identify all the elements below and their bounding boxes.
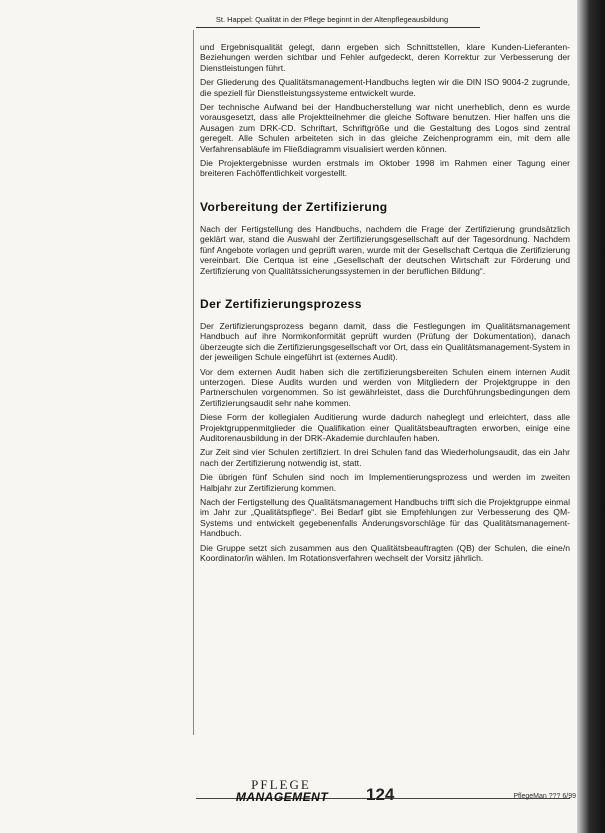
paragraph: Die Projektergebnisse wurden erstmals im Oktober 1998 im Rahmen einer Tagung einer breiteren Fachöffentlichkeit vorgestellt. <box>200 158 570 179</box>
paragraph: Zur Zeit sind vier Schulen zertifiziert. In drei Schulen fand das Wiederholungsaudit, das ein Jahr nach der Zertifizierung notwendig ist, statt. <box>200 447 570 468</box>
paragraph: Der Gliederung des Qualitätsmanagement-Handbuchs legten wir die DIN ISO 9004-2 zugrunde, die speziell für Dienstleistungssysteme entwickelt wurde. <box>200 77 570 98</box>
issue-label: PflegeMan ??? 6/99 <box>513 793 576 800</box>
section-heading: Der Zertifizierungsprozess <box>200 296 362 311</box>
page-footer <box>0 772 605 812</box>
paragraph: Die Gruppe setzt sich zusammen aus den Qualitätsbeauftragten (QB) der Schulen, die eine/n Koordinator/in wählen. Im Rotationsverfahren wechselt der Vorsitz jährlich. <box>200 542 570 564</box>
paragraph: Der technische Aufwand bei der Handbucherstellung war nicht unerheblich, denn es wurde vorausgesetzt, dass alle Projektteilnehmer die gleiche Software benutzen. Hier halfen uns die Ausagen zum DRK-CD. Schriftart, Schriftgröße und die Gestaltung des Logos sind zentral geregelt. Alle Schulen arbeiteten sich in das gleiche Zeichenprogramm ein, mit dem alle Verfahrensabläufe im Fließdiagramm visualisiert werden können. <box>200 102 570 154</box>
running-title: St. Happel: Qualität in der Pflege beginnt in der Altenpflegeausbildung <box>215 15 449 24</box>
paragraph: Vor dem externen Audit haben sich die zertifizierungsbereiten Schulen einem internen Audit unterzogen. Diese Audits wurden und werden von Mitgliedern der Projektgruppe in den Partnerschulen vorgenommen. So ist gewährleistet, dass die Durchführungsbedingungen dem Zertifizierungsaudit sehr nahe kommen. <box>200 366 570 408</box>
journal-logo <box>226 778 346 810</box>
paragraph: Nach der Fertigstellung des Qualitätsmanagement Handbuchs trifft sich die Projektgruppe einmal im Jahr zur „Qualitätspflege“. Bei Bedarf gibt sie Empfehlungen zur Verbesserung des QM-Systems und entwickelt gegebenenfalls Änderungsvorschläge für das Qualitätsmanagement-Handbuch. <box>200 497 570 539</box>
section-heading: Vorbereitung der Zertifizierung <box>200 199 388 214</box>
paragraph: Der Zertifizierungsprozess begann damit, dass die Festlegungen im Qualitätsmanagement Handbuch auf ihre Normkonformität geprüft wurden (Prüfung der Dokumentation), danach überzeugte sich die Zertifizierungsgesellschaft vor Ort, dass ein Qualitätsmanagement-System in der jeweiligen Schule eingeführt ist (externes Audit). <box>200 320 570 363</box>
margin-rule <box>193 30 194 735</box>
paragraph: Diese Form der kollegialen Auditierung wurde dadurch naheglegt und erleichtert, dass alle Projektgruppenmitglieder die Qualifikation einer Qualitätsbeauftragten erworben, einige eine Auditorenausbildung in der DRK-Akademie durchlaufen haben. <box>200 412 570 443</box>
running-header <box>196 14 480 30</box>
logo-word-top: PFLEGE <box>251 777 311 792</box>
page-number: 124 <box>366 785 395 804</box>
scan-edge-shadow <box>577 0 605 833</box>
logo-word-bottom: MANAGEMENT <box>235 790 329 804</box>
paragraph: und Ergebnisqualität gelegt, dann ergeben sich Schnittstellen, klare Kunden-Lieferanten-Beziehungen werden sichtbar und Fehler aufgedeckt, deren Korrektur zur Verbesserung der Dienstleistungen führt. <box>200 42 570 73</box>
paragraph: Die übrigen fünf Schulen sind noch im Implementierungsprozess und werden im zweiten Halbjahr zur Zertifizierung kommen. <box>200 472 570 493</box>
paragraph: Nach der Fertigstellung des Handbuchs, nachdem die Frage der Zertifizierung grundsätzlich geklärt war, stand die Auswahl der Zertifizierungsgesellschaft auf der Tagesordnung. Nachdem fünf Angebote vorlagen und geprüft waren, wurde mit der Gesellschaft Certqua die Zertifizierung vereinbart. Die Certqua ist eine „Gesellschaft der deutschen Wirtschaft zur Förderung und Zertifizierung von Qualitätssicherungssystemen in der beruflichen Bildung“. <box>200 223 570 276</box>
article-body <box>200 42 570 567</box>
header-rule <box>196 27 480 28</box>
